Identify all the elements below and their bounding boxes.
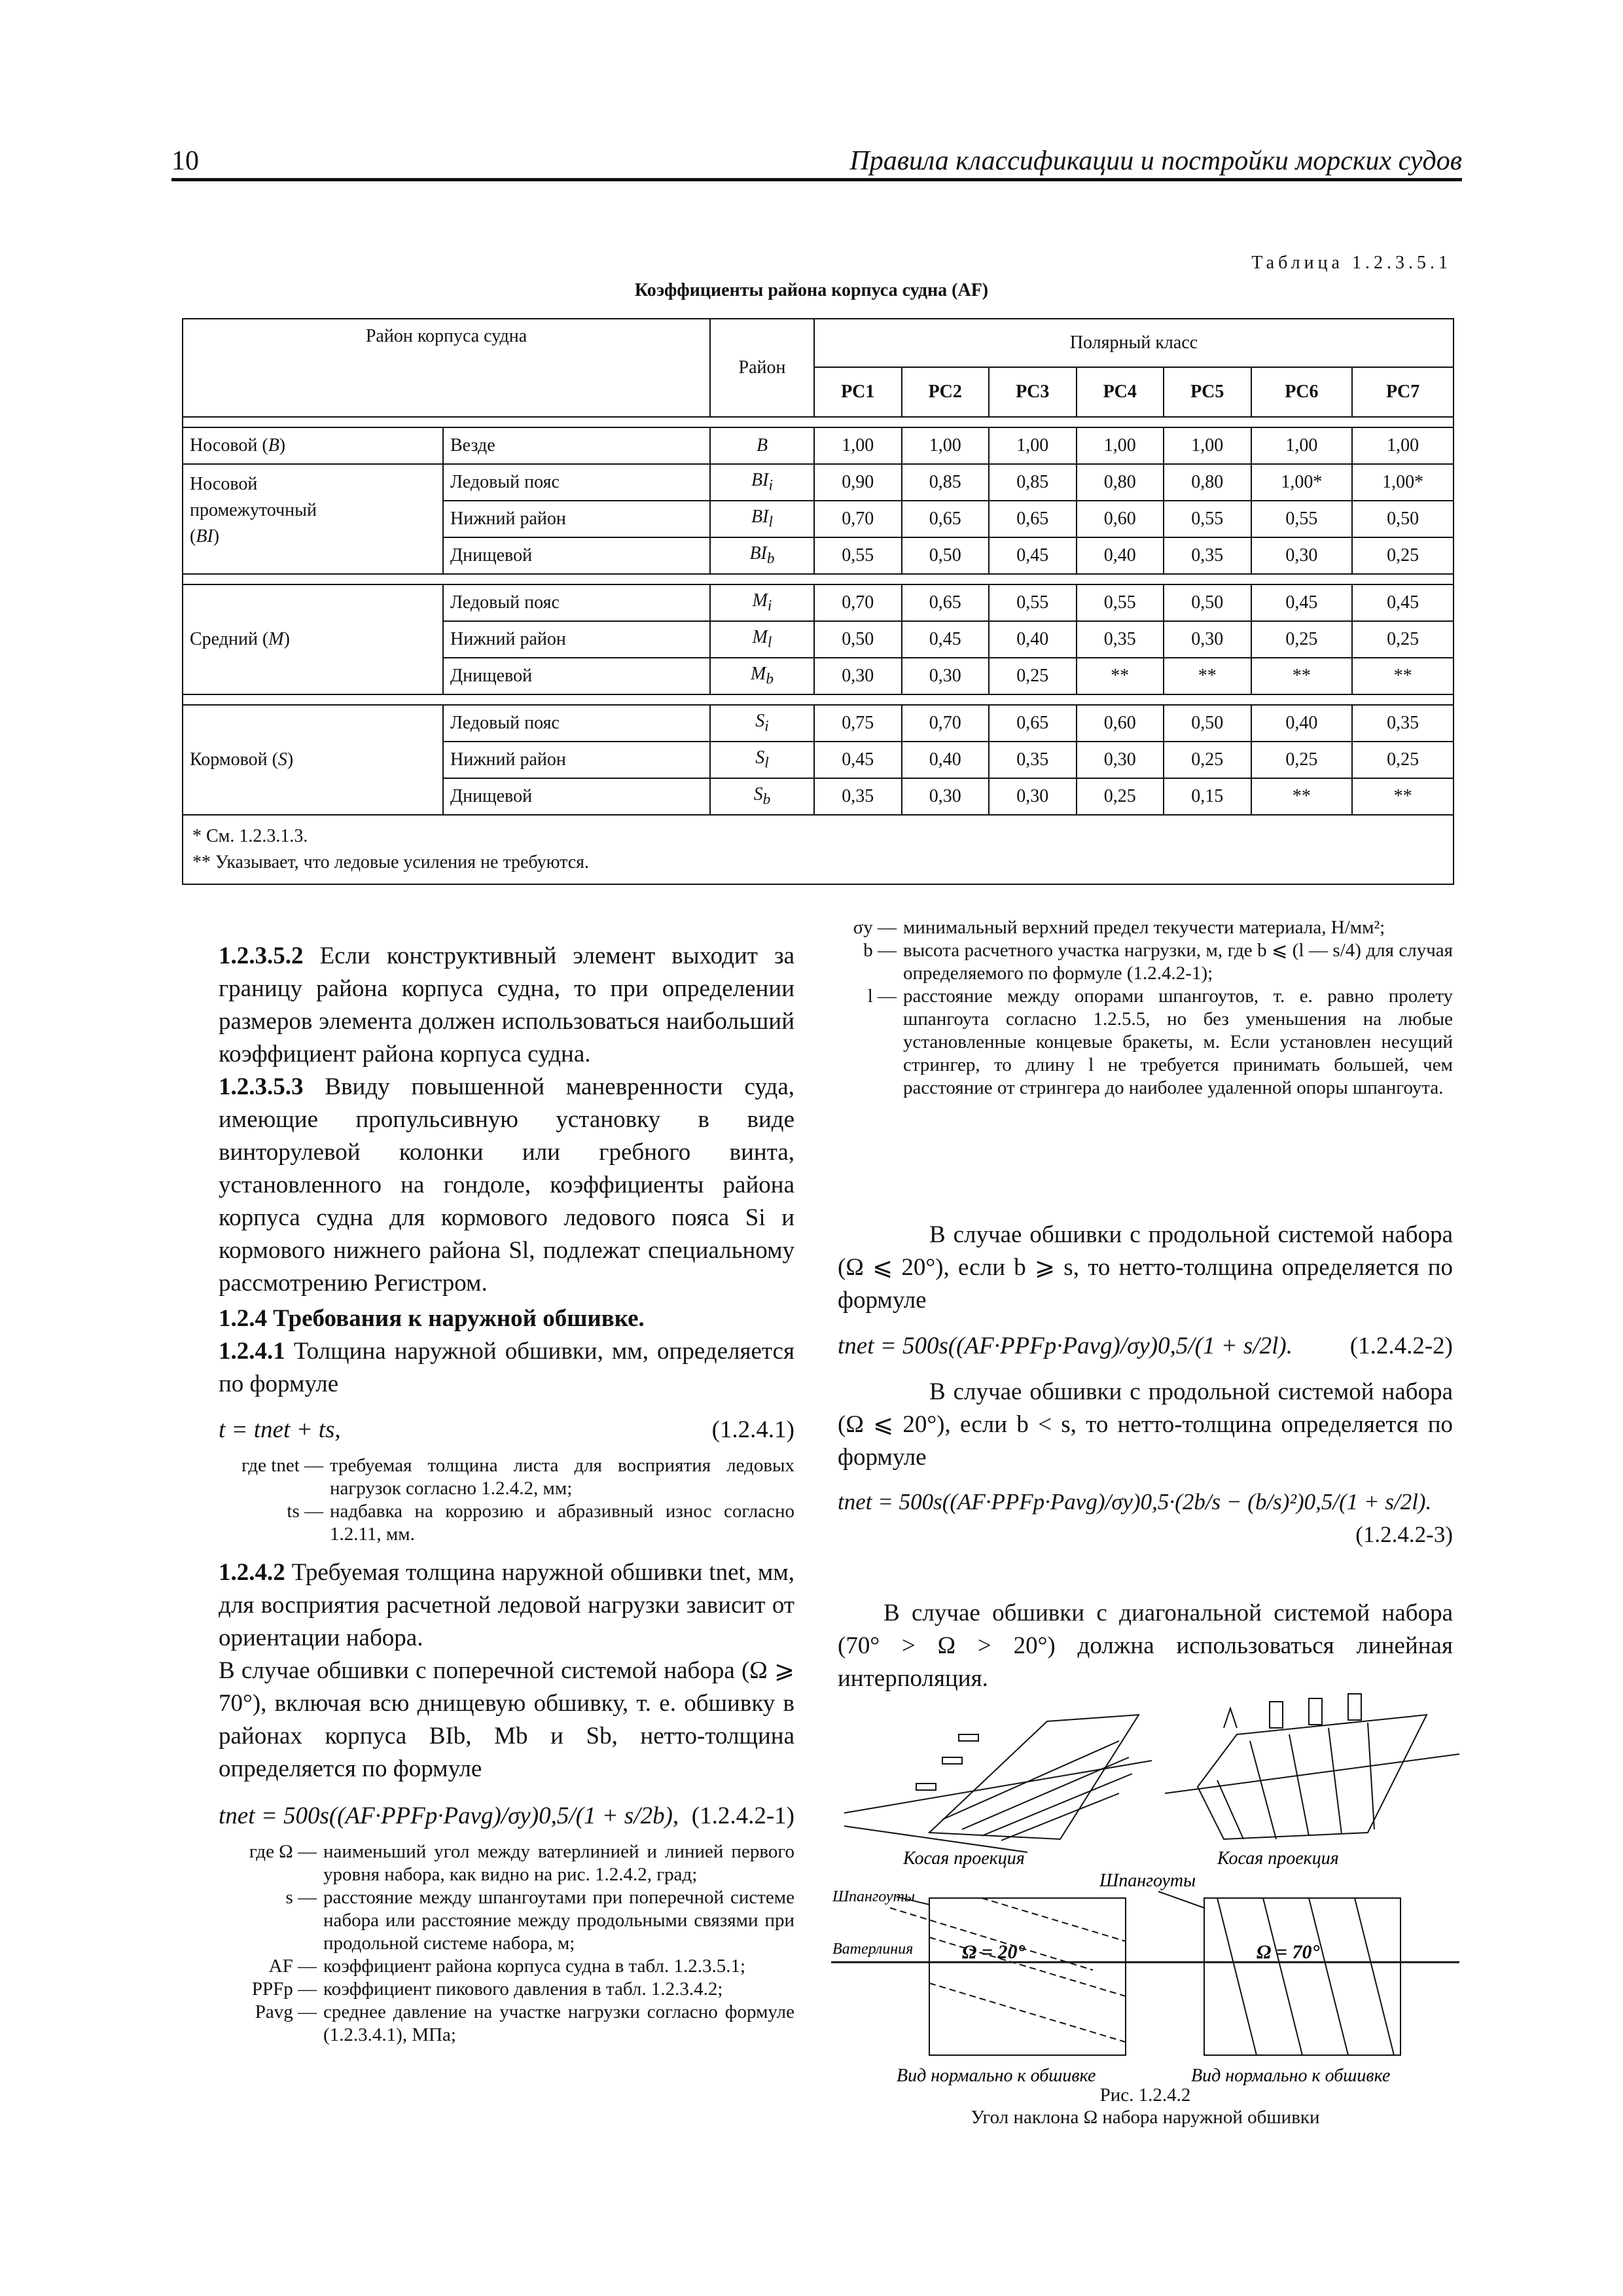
value-cell: 0,70	[902, 705, 990, 742]
figure-title: Угол наклона Ω набора наружной обшивки	[971, 2107, 1320, 2128]
value-cell: 0,40	[1077, 537, 1164, 574]
code-cell: $S_l$	[710, 742, 814, 778]
paragraph-longitudinal-1: В случае обшивки с продольной системой набора (Ω ⩽ 20°), если b ⩾ s, то нетто-толщина определяется по формуле	[838, 1221, 1453, 1314]
value-cell: 1,00	[1077, 427, 1164, 464]
area-cell: Нижний район	[443, 621, 710, 658]
value-cell: 0,25	[1352, 742, 1454, 778]
value-cell: 0,70	[814, 501, 902, 537]
definition-text: расстояние между шпангоутами при поперечной системе набора или расстояние между продольными связями при продольной системе набора, м;	[323, 1887, 794, 1954]
definition-text: надбавка на коррозию и абразивный износ согласно 1.2.11, мм.	[330, 1501, 794, 1545]
value-cell: 0,30	[1164, 621, 1251, 658]
head-region: Район корпуса судна	[183, 319, 710, 417]
label-frames-right: Шпангоуты	[1099, 1871, 1196, 1891]
definition-row	[219, 1454, 794, 1500]
table-row	[183, 584, 1454, 621]
value-cell: 0,45	[1251, 584, 1353, 621]
definition-row	[219, 2001, 794, 2047]
head-polar-class: Полярный класс	[814, 319, 1454, 367]
value-cell: 0,30	[1251, 537, 1353, 574]
definition-text: коэффициент района корпуса судна в табл. 1.2.3.5.1;	[323, 1956, 746, 1977]
page-number: 10	[171, 146, 199, 176]
value-cell: 0,45	[989, 537, 1077, 574]
code-cell: $M_i$	[710, 584, 814, 621]
value-cell: **	[1251, 658, 1353, 694]
definition-text: требуемая толщина листа для восприятия ледовых нагрузок согласно 1.2.4.2, мм;	[330, 1455, 794, 1499]
definition-text: коэффициент пикового давления в табл. 1.2.3.4.2;	[323, 1979, 723, 2000]
area-cell: Днищевой	[443, 658, 710, 694]
code-cell: $S_i$	[710, 705, 814, 742]
value-cell: 1,00	[989, 427, 1077, 464]
class-pc6: PC6	[1251, 367, 1353, 417]
value-cell: **	[1251, 778, 1353, 815]
value-cell: 0,30	[1077, 742, 1164, 778]
code-cell: $BI_b$	[710, 537, 814, 574]
value-cell: 0,75	[814, 705, 902, 742]
formula-1-2-4-2-2	[838, 1330, 1453, 1363]
left-column	[219, 940, 794, 2057]
paragraph-transverse: В случае обшивки с поперечной системой набора (Ω ⩾ 70°), включая всю днищевую обшивку, т. е. обшивку в районах корпуса BIb, Mb и Sb, нетто-толщина определяется по формуле	[219, 1657, 794, 1782]
class-pc2: PC2	[902, 367, 990, 417]
group-bow-intermediate: Носовой промежуточный (BI)	[183, 464, 443, 574]
group-bow: Носовой (B)	[183, 427, 443, 464]
value-cell: 1,00	[902, 427, 990, 464]
table-caption: Коэффициенты района корпуса судна (AF)	[634, 280, 989, 300]
label-oblique-right: Косая проекция	[1217, 1848, 1339, 1869]
paragraph-text: Толщина наружной обшивки, мм, определяется по формуле	[219, 1338, 794, 1397]
formula-number: (1.2.4.2-1)	[691, 1803, 794, 1829]
code-cell: B	[710, 427, 814, 464]
formula-definitions-2	[219, 1840, 794, 2047]
value-cell: 0,25	[1077, 778, 1164, 815]
value-cell: 0,30	[902, 778, 990, 815]
angle-right: Ω = 70°	[1257, 1941, 1320, 1963]
value-cell: 0,50	[1164, 705, 1251, 742]
class-pc5: PC5	[1164, 367, 1251, 417]
value-cell: 1,00	[1352, 427, 1454, 464]
label-frames-left: Шпангоуты	[832, 1888, 916, 1905]
paragraph-1-2-3-5-2	[219, 940, 794, 1071]
paragraph-number: 1.2.4.1	[219, 1338, 285, 1365]
group-midbody: Средний (M)	[183, 584, 443, 694]
area-cell: Ледовый пояс	[443, 584, 710, 621]
value-cell: 0,45	[1352, 584, 1454, 621]
header-rule	[171, 178, 1462, 181]
value-cell: 1,00*	[1352, 464, 1454, 501]
running-title: Правила классификации и постройки морских судов	[849, 146, 1462, 176]
normal-view-left	[831, 1897, 1459, 2055]
figure-number: Рис. 1.2.4.2	[1099, 2085, 1191, 2106]
value-cell: 0,25	[989, 658, 1077, 694]
value-cell: 0,65	[902, 501, 990, 537]
value-cell: 0,35	[1077, 621, 1164, 658]
class-pc7: PC7	[1352, 367, 1454, 417]
value-cell: 0,30	[902, 658, 990, 694]
value-cell: 0,85	[902, 464, 990, 501]
formula-number: (1.2.4.2-2)	[1349, 1333, 1453, 1359]
group-stern: Кормовой (S)	[183, 705, 443, 815]
table-row	[183, 464, 1454, 501]
code-cell: $S_b$	[710, 778, 814, 815]
paragraph-diagonal: В случае обшивки с диагональной системой набора (70° > Ω > 20°) должна использоваться линейная интерполяция.	[838, 1600, 1453, 1692]
value-cell: 0,80	[1077, 464, 1164, 501]
value-cell: 0,35	[1164, 537, 1251, 574]
formula-1-2-4-2-3	[838, 1486, 1453, 1551]
definition-text: расстояние между опорами шпангоутов, т. е. равно пролету шпангоута согласно 1.2.5.5, но без уменьшения на любые установленные концевые бракеты, м. Если установлен несущий стрингер, то длину l не требуется принимать большей, чем расстояние от стрингера до наиболее удаленной опоры шпангоута.	[903, 986, 1453, 1098]
value-cell: 0,45	[814, 742, 902, 778]
value-cell: 0,65	[902, 584, 990, 621]
paragraph-number: 1.2.3.5.3	[219, 1073, 304, 1100]
value-cell: 1,00	[1251, 427, 1353, 464]
head-zone: Район	[710, 319, 814, 417]
value-cell: 0,60	[1077, 501, 1164, 537]
oblique-projection-right	[1165, 1694, 1459, 1839]
value-cell: 0,80	[1164, 464, 1251, 501]
area-cell: Нижний район	[443, 742, 710, 778]
paragraph-number: 1.2.3.5.2	[219, 942, 304, 969]
formula-definitions-1	[219, 1454, 794, 1546]
value-cell: 0,90	[814, 464, 902, 501]
definition-text: минимальный верхний предел текучести материала, Н/мм²;	[903, 917, 1385, 938]
label-waterline: Ватерлиния	[832, 1941, 914, 1958]
area-cell: Днищевой	[443, 778, 710, 815]
definition-term: PPFp —	[251, 1979, 317, 2000]
value-cell: 0,35	[1352, 705, 1454, 742]
value-cell: 1,00	[1164, 427, 1251, 464]
table-row	[183, 427, 1454, 464]
paragraph-longitudinal-2: В случае обшивки с продольной системой набора (Ω ⩽ 20°), если b < s, то нетто-толщина определяется по формуле	[838, 1378, 1453, 1471]
definition-term: s —	[285, 1887, 317, 1908]
table-label: Таблица 1.2.3.5.1	[1251, 253, 1452, 273]
formula-number: (1.2.4.1)	[711, 1416, 794, 1443]
definition-text: наименьший угол между ватерлинией и линией первого уровня набора, как видно на рис. 1.2.4.2, град;	[323, 1841, 794, 1885]
definition-row	[219, 1978, 794, 2001]
class-pc1: PC1	[814, 367, 902, 417]
value-cell: 1,00*	[1251, 464, 1353, 501]
formula-1-2-4-2-1	[219, 1800, 794, 1833]
label-oblique-left: Косая проекция	[903, 1848, 1025, 1869]
definition-row	[219, 1840, 794, 1886]
value-cell: 0,40	[902, 742, 990, 778]
paragraph-number: 1.2.4.2	[219, 1559, 285, 1586]
paragraph-text: Требуемая толщина наружной обшивки tnet, мм, для восприятия расчетной ледовой нагрузки зависит от ориентации набора.	[219, 1559, 795, 1651]
definition-term: l —	[867, 986, 897, 1007]
value-cell: 0,55	[1077, 584, 1164, 621]
definition-row	[838, 939, 1453, 985]
class-pc4: PC4	[1077, 367, 1164, 417]
value-cell: 0,45	[902, 621, 990, 658]
paragraph-1-2-4-2	[219, 1556, 794, 1655]
paragraph-1-2-3-5-3	[219, 1071, 794, 1300]
value-cell: 0,40	[989, 621, 1077, 658]
value-cell: 0,60	[1077, 705, 1164, 742]
value-cell: 0,55	[1251, 501, 1353, 537]
paragraph-text: Если конструктивный элемент выходит за границу района корпуса судна, то при определении размеров элемента должен использоваться наибольший коэффициент района корпуса судна.	[219, 942, 794, 1067]
value-cell: **	[1352, 658, 1454, 694]
table-row	[183, 705, 1454, 742]
value-cell: 0,35	[989, 742, 1077, 778]
area-cell: Ледовый пояс	[443, 705, 710, 742]
value-cell: **	[1164, 658, 1251, 694]
code-cell: $BI_l$	[710, 501, 814, 537]
definition-text: высота расчетного участка нагрузки, м, где b ⩽ (l — s/4) для случая определяемого по формуле (1.2.4.2-1);	[903, 940, 1453, 984]
definition-term: ts —	[287, 1501, 323, 1522]
definition-row	[219, 1955, 794, 1978]
formula-expression: tnet = 500s((AF·PPFp·Pavg)/σy)0,5/(1 + s/2b),	[219, 1803, 679, 1829]
area-cell: Днищевой	[443, 537, 710, 574]
normal-view-right	[1158, 1892, 1400, 2055]
definition-term: где tnet —	[241, 1455, 323, 1476]
value-cell: 0,70	[814, 584, 902, 621]
value-cell: 0,50	[902, 537, 990, 574]
value-cell: 1,00	[814, 427, 902, 464]
label-normal-right: Вид нормально к обшивке	[1191, 2066, 1391, 2086]
note-2: ** Указывает, что ледовые усиления не требуются.	[192, 852, 590, 872]
hull-area-factor-table	[182, 318, 1454, 885]
code-cell: $M_l$	[710, 621, 814, 658]
value-cell: 0,55	[989, 584, 1077, 621]
definition-term: σy —	[853, 917, 897, 938]
label-normal-left: Вид нормально к обшивке	[897, 2066, 1096, 2086]
value-cell: 0,50	[1352, 501, 1454, 537]
value-cell: 0,35	[814, 778, 902, 815]
value-cell: 0,30	[814, 658, 902, 694]
paragraph-1-2-4-1	[219, 1335, 794, 1401]
definition-text: среднее давление на участке нагрузки согласно формуле (1.2.3.4.1), МПа;	[323, 2001, 794, 2045]
code-cell: $BI_i$	[710, 464, 814, 501]
section-heading-1-2-4	[219, 1302, 794, 1335]
value-cell: 0,50	[1164, 584, 1251, 621]
area-cell: Нижний район	[443, 501, 710, 537]
value-cell: 0,30	[989, 778, 1077, 815]
value-cell: 0,25	[1164, 742, 1251, 778]
definition-row	[219, 1500, 794, 1546]
value-cell: **	[1077, 658, 1164, 694]
formula-expression: t = tnet + ts,	[219, 1416, 341, 1443]
value-cell: 0,65	[989, 705, 1077, 742]
value-cell: 0,55	[814, 537, 902, 574]
formula-expression: tnet = 500s((AF·PPFp·Pavg)/σy)0,5/(1 + s/2l).	[838, 1333, 1293, 1359]
right-column	[838, 1219, 1453, 1695]
value-cell: 0,55	[1164, 501, 1251, 537]
value-cell: 0,25	[1251, 621, 1353, 658]
value-cell: 0,50	[814, 621, 902, 658]
angle-left: Ω = 20°	[962, 1941, 1026, 1963]
value-cell: 0,25	[1352, 537, 1454, 574]
value-cell: **	[1352, 778, 1454, 815]
framing-angle-figure	[831, 1689, 1459, 2108]
definition-term: b —	[863, 940, 897, 961]
value-cell: 0,40	[1251, 705, 1353, 742]
value-cell: 0,25	[1251, 742, 1353, 778]
paragraph-text: Ввиду повышенной маневренности суда, имеющие пропульсивную установку в виде винторулевой колонки или гребного винта, установленного на гондоле, коэффициенты района корпуса судна для кормового ледового пояса Si и кормового нижнего района Sl, подлежат специальному рассмотрению Регистром.	[219, 1073, 794, 1297]
value-cell: 0,25	[1352, 621, 1454, 658]
value-cell: 0,65	[989, 501, 1077, 537]
value-cell: 0,85	[989, 464, 1077, 501]
section-heading-text: 1.2.4 Требования к наружной обшивке.	[219, 1305, 645, 1332]
area-cell: Ледовый пояс	[443, 464, 710, 501]
definition-term: где Ω —	[249, 1841, 317, 1862]
definition-row	[219, 1886, 794, 1955]
value-cell: 0,15	[1164, 778, 1251, 815]
code-cell: $M_b$	[710, 658, 814, 694]
right-definitions	[838, 916, 1453, 1100]
table-notes	[183, 815, 1454, 884]
formula-number: (1.2.4.2-3)	[1355, 1522, 1453, 1547]
formula-1-2-4-1	[219, 1414, 794, 1446]
oblique-projection-left	[844, 1715, 1152, 1852]
class-pc3: PC3	[989, 367, 1077, 417]
definition-row	[838, 985, 1453, 1100]
definition-term: Pavg —	[255, 2001, 317, 2022]
area-cell: Везде	[443, 427, 710, 464]
definition-row	[838, 916, 1453, 939]
note-1: * См. 1.2.3.1.3.	[192, 826, 308, 846]
formula-expression: tnet = 500s((AF·PPFp·Pavg)/σy)0,5·(2b/s − (b/s)²)0,5/(1 + s/2l).	[838, 1489, 1432, 1515]
definition-term: AF —	[268, 1956, 317, 1977]
